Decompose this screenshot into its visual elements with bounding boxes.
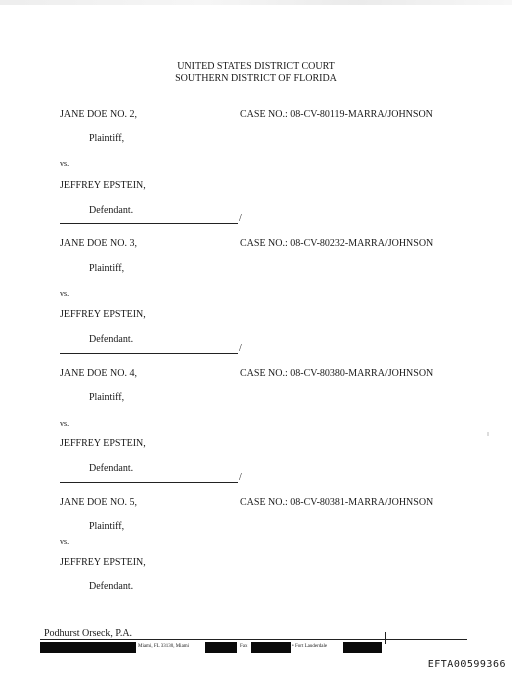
scan-edge-artifact [0,0,512,5]
case-number: CASE NO.: 08-CV-80381-MARRA/JOHNSON [240,497,434,508]
case-number: CASE NO.: 08-CV-80119-MARRA/JOHNSON [240,109,433,120]
redaction-bar [205,642,237,653]
plaintiff-role: Plaintiff, [89,392,125,403]
versus-label: vs. [60,537,70,546]
defendant-name: JEFFREY EPSTEIN, [60,438,146,449]
caption-rule [60,353,238,354]
footer-rule [40,639,467,640]
footer-address-fax: Fax [240,644,248,649]
versus-label: vs. [60,419,70,428]
plaintiff-name: JANE DOE NO. 2, [60,109,137,120]
court-district: SOUTHERN DISTRICT OF FLORIDA [175,73,337,84]
defendant-name: JEFFREY EPSTEIN, [60,557,146,568]
defendant-role: Defendant. [89,205,134,216]
versus-label: vs. [60,289,70,298]
versus-label: vs. [60,159,70,168]
caption-rule [60,482,238,483]
court-name: UNITED STATES DISTRICT COURT [177,61,335,72]
defendant-role: Defendant. [89,581,134,592]
law-firm-name: Podhurst Orseck, P.A. [44,628,133,639]
defendant-role: Defendant. [89,463,134,474]
scan-speck [487,432,489,436]
footer-address-office: • Fort Lauderdale [292,644,328,649]
defendant-role: Defendant. [89,334,134,345]
plaintiff-name: JANE DOE NO. 4, [60,368,137,379]
redaction-bar [251,642,291,653]
footer-address-city: Miami, FL 33130, Miami [138,644,190,649]
caption-slash: / [239,343,242,354]
caption-rule [60,223,238,224]
plaintiff-name: JANE DOE NO. 5, [60,497,137,508]
case-number: CASE NO.: 08-CV-80232-MARRA/JOHNSON [240,238,434,249]
plaintiff-role: Plaintiff, [89,263,125,274]
caption-slash: / [239,213,242,224]
redaction-bar [40,642,136,653]
bates-number: EFTA00599366 [427,659,506,670]
footer-tick [385,632,386,644]
plaintiff-name: JANE DOE NO. 3, [60,238,137,249]
redaction-bar [343,642,382,653]
caption-slash: / [239,472,242,483]
plaintiff-role: Plaintiff, [89,521,125,532]
case-number: CASE NO.: 08-CV-80380-MARRA/JOHNSON [240,368,434,379]
defendant-name: JEFFREY EPSTEIN, [60,180,146,191]
defendant-name: JEFFREY EPSTEIN, [60,309,146,320]
plaintiff-role: Plaintiff, [89,133,125,144]
